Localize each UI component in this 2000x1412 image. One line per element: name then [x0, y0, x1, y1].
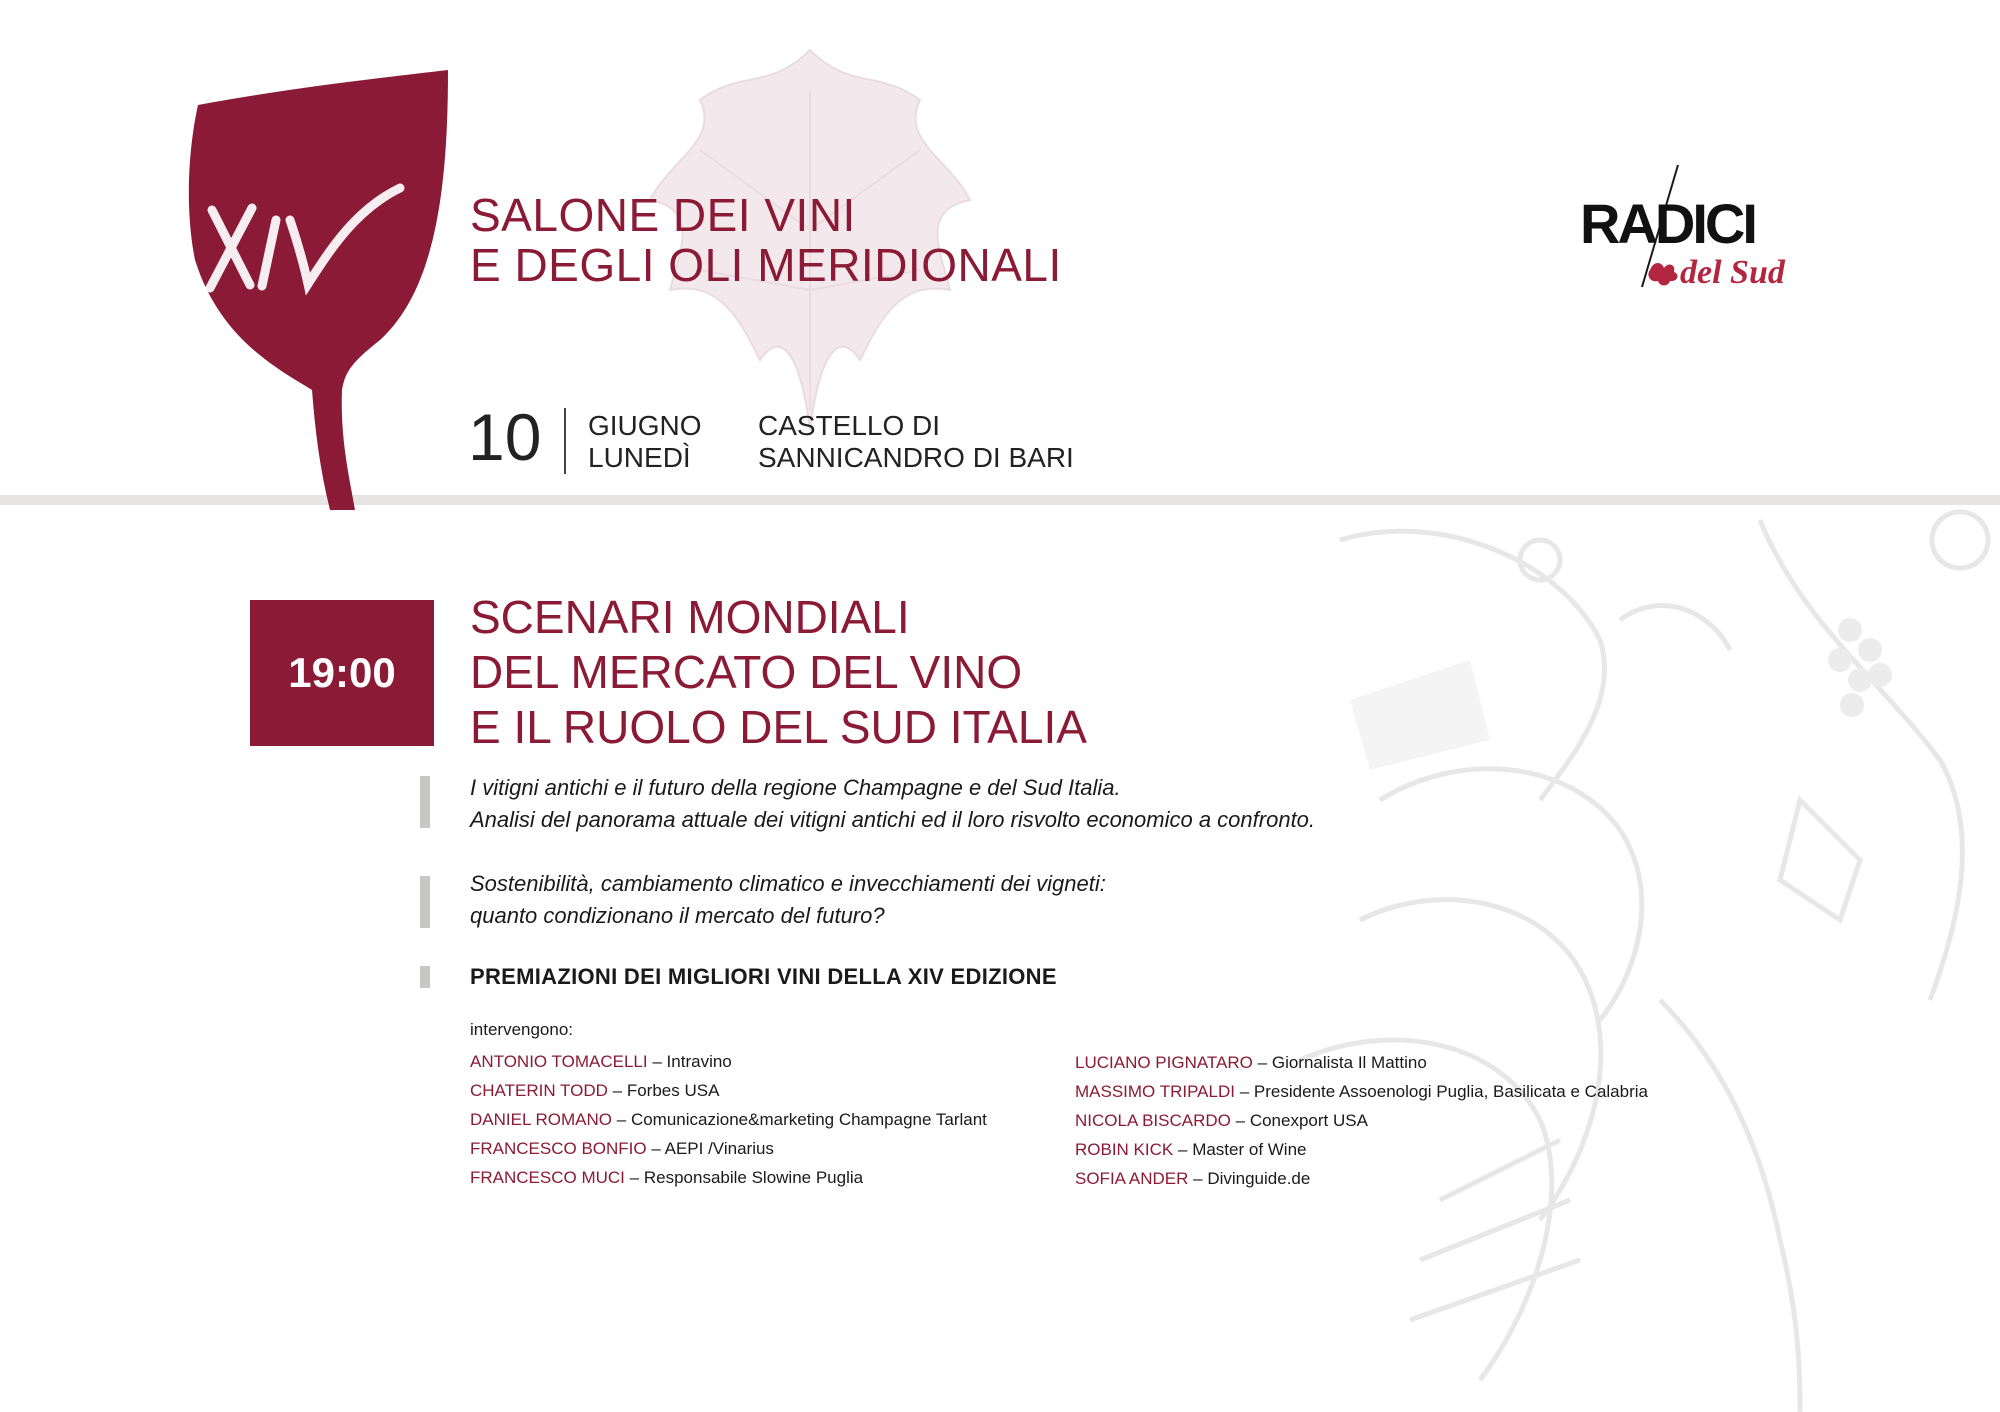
speaker-role: Divinguide.de — [1207, 1169, 1311, 1188]
classical-figure-watermark — [1240, 500, 2000, 1412]
event-venue-line-2: SANNICANDRO DI BARI — [758, 442, 1074, 473]
event-title-line-2: E DEGLI OLI MERIDIONALI — [470, 239, 1062, 291]
speaker-item — [1075, 1051, 1427, 1075]
session-title-line-3: E IL RUOLO DEL SUD ITALIA — [470, 701, 1087, 753]
speaker-separator: – — [651, 1139, 661, 1158]
edition-label: XIV — [180, 70, 182, 71]
event-weekday: LUNEDÌ — [588, 442, 691, 473]
speaker-item — [1075, 1138, 1307, 1162]
event-day-number: 10 — [468, 400, 542, 474]
speaker-role: Responsabile Slowine Puglia — [643, 1168, 864, 1187]
speaker-item — [1075, 1167, 1310, 1191]
speaker-role: Comunicazione&marketing Champagne Tarlant — [630, 1110, 987, 1129]
session-time-box — [250, 600, 434, 746]
speaker-separator: – — [612, 1081, 623, 1100]
speaker-item — [470, 1108, 987, 1132]
event-title-line-1: SALONE DEI VINI — [470, 189, 856, 241]
topic-2-line-1: Sostenibilità, cambiamento climatico e invecchiamenti dei vigneti: — [470, 871, 1106, 896]
speakers-intro: intervengono: — [470, 1020, 574, 1039]
grape-leaf-icon — [1648, 263, 1677, 286]
speaker-name: MASSIMO TRIPALDI — [1075, 1082, 1235, 1101]
topic-2-line-2: quanto condizionano il mercato del futuro? — [470, 903, 885, 928]
session-time: 19:00 — [288, 649, 396, 696]
logo-word-del-sud: del Sud — [1680, 254, 1785, 290]
speaker-item — [470, 1137, 774, 1161]
speaker-name: ANTONIO TOMACELLI — [470, 1052, 648, 1071]
session-title-line-1: SCENARI MONDIALI — [470, 591, 910, 643]
speaker-name: ROBIN KICK — [1075, 1140, 1174, 1159]
speaker-role: Giornalista Il Mattino — [1271, 1053, 1427, 1072]
speaker-name: NICOLA BISCARDO — [1075, 1111, 1231, 1130]
speaker-name: CHATERIN TODD — [470, 1081, 608, 1100]
speaker-role: Intravino — [666, 1052, 732, 1071]
speaker-item — [470, 1079, 719, 1103]
speaker-item — [1075, 1109, 1368, 1133]
speaker-role: Forbes USA — [626, 1081, 720, 1100]
speaker-name: SOFIA ANDER — [1075, 1169, 1189, 1188]
topic-1-line-2: Analisi del panorama attuale dei vitigni antichi ed il loro risvolto economico a confronto. — [470, 807, 1316, 832]
session-title-line-2: DEL MERCATO DEL VINO — [470, 646, 1023, 698]
date-divider — [564, 408, 566, 474]
speaker-separator: – — [1235, 1111, 1246, 1130]
speaker-role: Presidente Assoenologi Puglia, Basilicata e Calabria — [1253, 1082, 1648, 1101]
speaker-role: Conexport USA — [1249, 1111, 1368, 1130]
speaker-name: LUCIANO PIGNATARO — [1075, 1053, 1253, 1072]
speaker-separator: – — [616, 1110, 627, 1129]
logo-word-radici: RADICI — [1580, 192, 1755, 255]
speaker-separator: – — [1193, 1169, 1203, 1188]
speaker-separator: – — [652, 1052, 662, 1071]
speaker-role: AEPI /Vinarius — [664, 1139, 774, 1158]
topic-marker-bar — [420, 776, 430, 828]
event-venue-line-1: CASTELLO DI — [758, 410, 941, 441]
awards-heading: PREMIAZIONI DEI MIGLIORI VINI DELLA XIV EDIZIONE — [470, 964, 1057, 989]
speaker-name: FRANCESCO MUCI — [470, 1168, 625, 1187]
topic-1-line-1: I vitigni antichi e il futuro della regione Champagne e del Sud Italia. — [470, 775, 1121, 800]
speaker-item — [470, 1166, 863, 1190]
speaker-separator: – — [1177, 1140, 1188, 1159]
speaker-separator: – — [1257, 1053, 1268, 1072]
event-month: GIUGNO — [588, 410, 702, 441]
speaker-name: FRANCESCO BONFIO — [470, 1139, 647, 1158]
speaker-item — [1075, 1080, 1648, 1104]
topic-marker-bar — [420, 876, 430, 928]
speaker-separator: – — [629, 1168, 640, 1187]
speaker-role: Master of Wine — [1192, 1140, 1307, 1159]
speaker-item — [470, 1050, 732, 1074]
radici-del-sud-logo — [1580, 165, 1810, 290]
topic-marker-bar — [420, 966, 430, 988]
speaker-name: DANIEL ROMANO — [470, 1110, 613, 1129]
speaker-separator: – — [1239, 1082, 1250, 1101]
wine-glass-logo — [180, 70, 450, 510]
